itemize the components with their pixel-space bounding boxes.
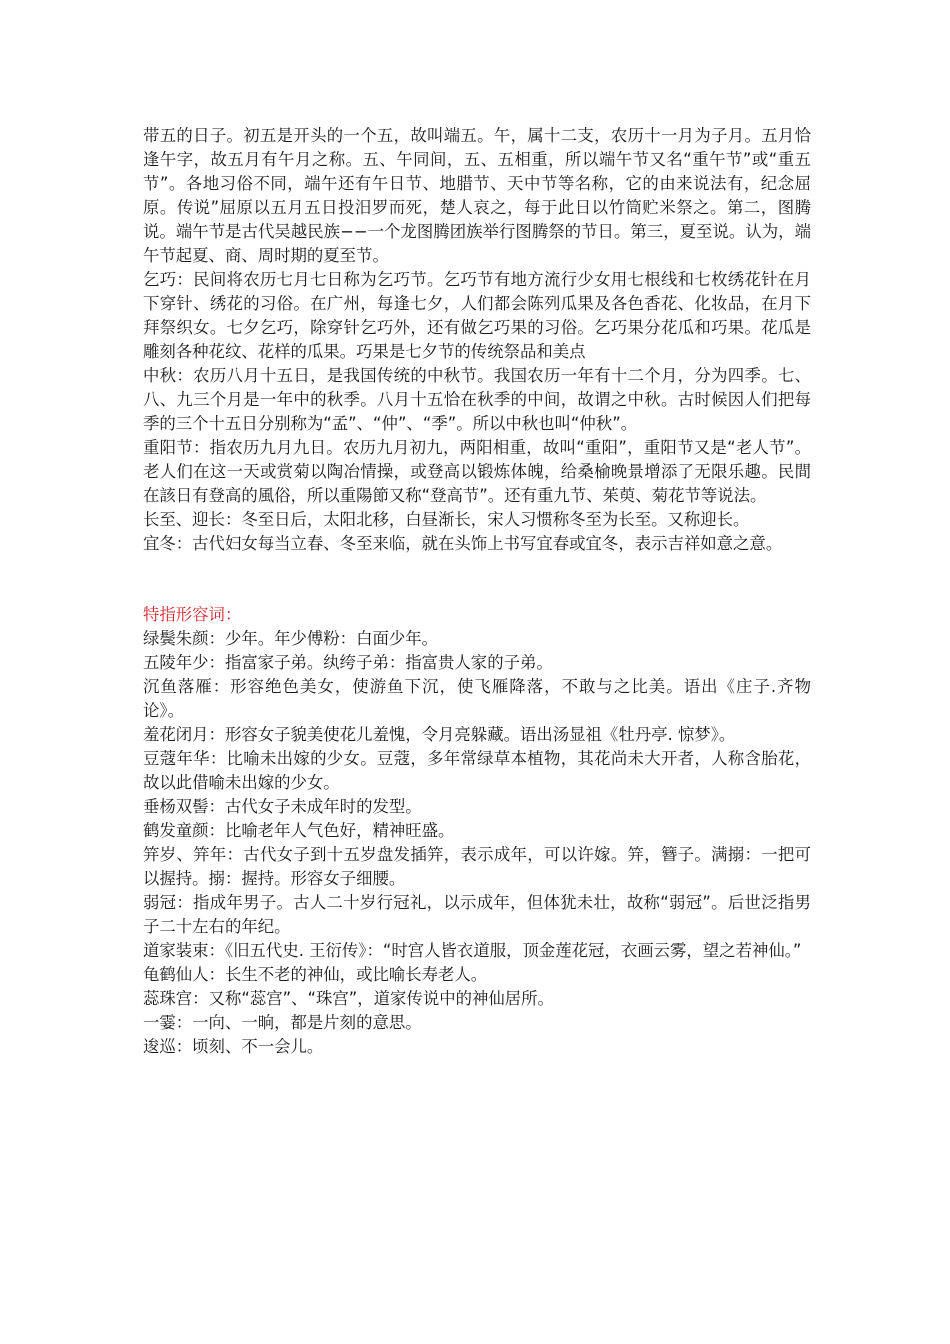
entry-chenyu: 沉鱼落雁：形容绝色美女，使游鱼下沉，使飞雁降落，不敢与之比美。语出《庄子.齐物论》。 (143, 677, 811, 720)
paragraph-zhongqiu: 中秋：农历八月十五日，是我国传统的中秋节。我国农历一年有十二个月，分为四季。七、八、九三个月是一年中的秋季。八月十五恰在秋季的中间，故谓之中秋。古时候因人们把每季的三个十五日分别称为“孟”、“仲”、“季”。所以中秋也叫“仲秋”。 (143, 366, 811, 433)
entry-lvbin: 绿鬓朱颜：少年。年少傅粉：白面少年。 (143, 629, 439, 648)
section-spacer (143, 556, 811, 603)
entry-ruizhu: 蕊珠宫：又称“蕊宫”、“珠宫”，道家传说中的神仙居所。 (143, 989, 554, 1008)
entry-jisui: 笄岁、笄年：古代女子到十五岁盘发插笄，表示成年，可以许嫁。笄，簪子。满搦：一把可以握持。搦：握持。形容女子细腰。 (143, 845, 811, 888)
entry-doukou: 豆蔻年华：比喻未出嫁的少女。豆蔻，多年常绿草本植物，其花尚未大开者，人称含胎花，故以此借喻未出嫁的少女。 (143, 749, 811, 792)
entry-chuiyang: 垂杨双髻：古代女子未成年时的发型。 (143, 797, 422, 816)
entry-wuling: 五陵年少：指富家子弟。纨绔子弟：指富贵人家的子弟。 (143, 653, 553, 672)
section-heading: 特指形容词： (143, 605, 242, 624)
paragraph-qiqiao: 乞巧：民间将农历七月七日称为乞巧节。乞巧节有地方流行少女用七根线和七枚绣花针在月下穿针、绣花的习俗。在广州，每逢七夕，人们都会陈列瓜果及各色香花、化妆品，在月下拜祭织女。七夕乞巧，除穿针乞巧外，还有做乞巧果的习俗。乞巧果分花瓜和巧果。花瓜是雕刻各种花纹、花样的瓜果。巧果是七夕节的传统祭品和美点 (143, 270, 811, 361)
section-adjectives (143, 603, 811, 1059)
entry-yisha: 一霎：一向、一晌，都是片刻的意思。 (143, 1013, 422, 1032)
paragraph-chongyang: 重阳节：指农历九月九日。农历九月初九，两阳相重，故叫“重阳”，重阳节又是“老人节”。老人们在这一天或赏菊以陶冶情操，或登高以锻炼体魄，给桑榆晚景增添了无限乐趣。民間在該日有登高的風俗，所以重陽節又称“登高节”。还有重九节、茱萸、菊花节等说法。 (143, 438, 811, 505)
entry-daojia: 道家装束：《旧五代史. 王衍传》：“时宫人皆衣道服，顶金莲花冠，衣画云雾，望之若神仙。” (143, 941, 802, 960)
section-festivals (143, 124, 811, 556)
entry-hefa: 鹤发童颜：比喻老年人气色好，精神旺盛。 (143, 821, 455, 840)
paragraph-yidong: 宜冬：古代妇女每当立春、冬至来临，就在头饰上书写宜春或宜冬，表示吉祥如意之意。 (143, 534, 783, 553)
document-page (143, 124, 811, 1059)
entry-qunxun: 逡巡：顷刻、不一会儿。 (143, 1037, 324, 1056)
entry-guihe: 龟鹤仙人：长生不老的神仙，或比喻长寿老人。 (143, 965, 488, 984)
entry-ruoguan: 弱冠：指成年男子。古人二十岁行冠礼，以示成年，但体犹未壮，故称“弱冠”。后世泛指男子二十左右的年纪。 (143, 893, 811, 936)
paragraph-changzhi: 长至、迎长：冬至日后，太阳北移，白昼渐长，宋人习惯称冬至为长至。又称迎长。 (143, 510, 750, 529)
paragraph-duanwu: 带五的日子。初五是开头的一个五，故叫端五。午，属十二支，农历十一月为子月。五月恰逢午字，故五月有午月之称。五、午同间，五、五相重，所以端午节又名“重午节”或“重五节”。各地习俗不同，端午还有午日节、地腊节、天中节等名称，它的由来说法有，纪念屈原。传说”屈原以五月五日投汨罗而死，楚人哀之，每于此日以竹筒贮米祭之。第二，图腾说。端午节是古代吴越民族−−一个龙图腾团族举行图腾祭的节日。第三，夏至说。认为，端午节起夏、商、周时期的夏至节。 (143, 126, 811, 265)
entry-xiuhua: 羞花闭月：形容女子貌美使花儿羞愧，令月亮躲藏。语出汤显祖《牡丹亭. 惊梦》。 (143, 725, 736, 744)
